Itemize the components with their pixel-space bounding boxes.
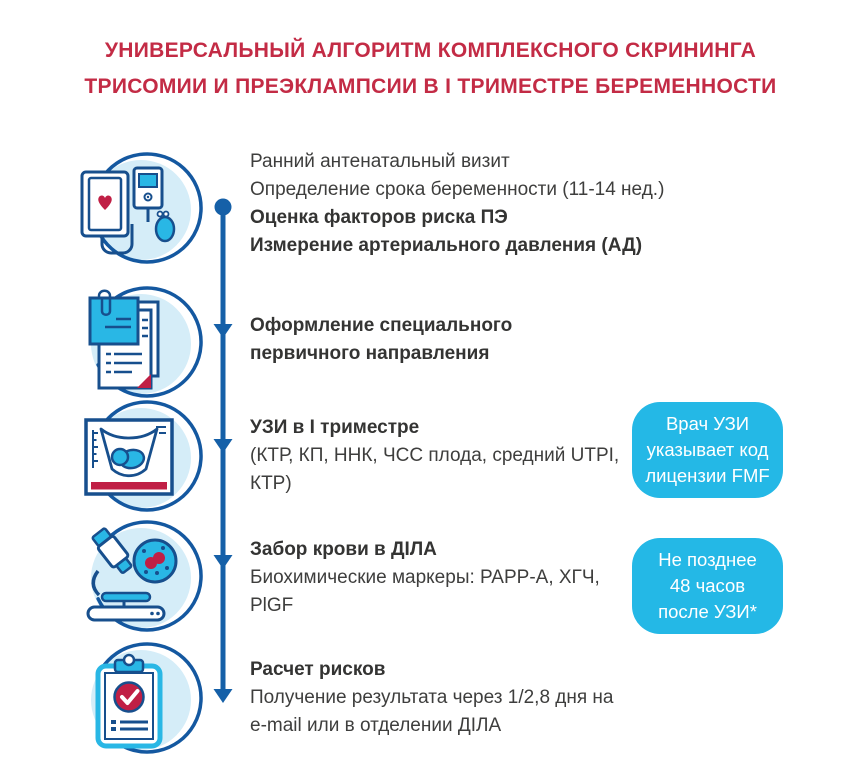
microscope-icon [68, 516, 208, 640]
step-1-line-3: Оценка факторов риска ПЭ [250, 207, 508, 228]
step-5-line-2: Получение результата через 1/2,8 дня на [250, 687, 614, 708]
page-title-line-2: ТРИСОМИИ И ПРЕЭКЛАМПСИИ В I ТРИМЕСТРЕ БЕРЕМЕННОСТИ [84, 75, 777, 98]
risk-report-icon [68, 638, 208, 762]
step-1-line-1: Ранний антенатальный визит [250, 151, 510, 172]
arrowhead-icon [214, 439, 233, 453]
step-4-text [250, 536, 600, 620]
page-title-line-1: УНИВЕРСАЛЬНЫЙ АЛГОРИТМ КОМПЛЕКСНОГО СКРИНИНГА [104, 39, 757, 62]
step-5-text [250, 656, 614, 740]
blood-pressure-monitor-icon [68, 148, 208, 272]
step-5-line-3: e-mail или в отделении ДІЛА [250, 715, 502, 736]
timeline-arrow [203, 186, 243, 726]
step-2-line-2: первичного направления [250, 343, 490, 364]
step-3-line-2: (КТР, КП, ННК, ЧСС плода, средний UTPI, [250, 445, 620, 466]
ultrasound-icon [68, 396, 208, 520]
callout-48-hours [632, 538, 783, 634]
page-title [0, 33, 861, 105]
arrowhead-icon [214, 555, 233, 569]
arrowhead-icon [214, 324, 233, 338]
callout-48h-line-1: Не позднее [658, 549, 757, 570]
callout-fmf-line-2: указывает код [646, 439, 769, 460]
step-2-line-1: Оформление специального [250, 315, 513, 336]
step-1-text [250, 148, 664, 260]
callout-fmf-line-3: лицензии FMF [645, 465, 770, 486]
step-2-text [250, 312, 512, 368]
step-3-text [250, 414, 619, 498]
step-3-line-1: УЗИ в I триместре [250, 417, 420, 438]
step-1-line-4: Измерение артериального давления (АД) [250, 235, 643, 256]
callout-fmf-license [632, 402, 783, 498]
arrowhead-icon [214, 689, 233, 703]
step-1-line-2: Определение срока беременности (11-14 нед.) [250, 179, 665, 200]
callout-48h-line-3: после УЗИ* [658, 601, 757, 622]
step-4-line-1: Забор крови в ДІЛА [250, 539, 437, 560]
step-3-line-3: КТР) [250, 473, 292, 494]
step-5-line-1: Расчет рисков [250, 659, 386, 680]
timeline-start-dot [215, 199, 232, 216]
step-4-line-2: Биохимические маркеры: PAPP-A, ХГЧ, [250, 567, 600, 588]
callout-48h-line-2: 48 часов [669, 575, 746, 596]
callout-fmf-line-1: Врач УЗИ [665, 413, 750, 434]
step-4-line-3: PlGF [250, 595, 294, 616]
referral-documents-icon [68, 282, 208, 406]
